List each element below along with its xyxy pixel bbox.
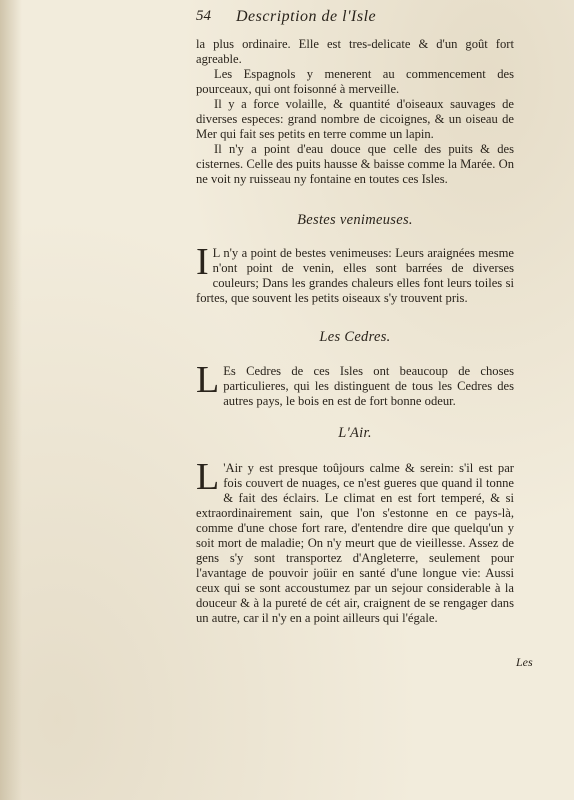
catchword: Les (516, 655, 533, 669)
section-heading-air: L'Air. (338, 425, 372, 441)
section-body-text: Es Cedres de ces Isles ont beaucoup de choses particulieres, qui les distinguent de tous les Cedres des autres pays, le bois en est de fort bonne odeur. (223, 364, 514, 408)
section-heading-cedres: Les Cedres. (319, 329, 391, 345)
running-title: Description de l'Isle (236, 8, 377, 25)
dropcap-letter: L (196, 359, 220, 401)
page-number: 54 (196, 8, 211, 24)
dropcap-letter: I (196, 241, 209, 283)
dropcap-letter: L (196, 456, 220, 498)
section-body-text: L n'y a point de bestes venimeuses: Leurs araignées mesme n'ont point de venin, elles sont barrées de diverses couleurs; Dans les grandes chaleurs elles font leurs toiles si fortes, que souvent les petits oiseaux s'y trouvent pris. (196, 246, 514, 305)
intro-paragraph-3: Il y a force volaille, & quantité d'oiseaux sauvages de diverses especes: grand nombre de cicoignes, & un oiseau de Mer qui fait ses petits en terre comme un lapin. (196, 97, 514, 141)
section-heading-bestes: Bestes venimeuses. (297, 212, 413, 228)
section-text-bestes (196, 241, 514, 306)
section-body-text: 'Air y est presque toûjours calme & serein: s'il est par fois couvert de nuages, ce n'est gueres que quand il tonne & fait des éclairs. Le climat en est fort temperé, & si extraordinairement sain, que l'on s'estonne en ce pays-là, comme d'une chose fort rare, d'entendre dire que quelqu'un y soit mort de maladie; On n'y meurt que de vieillesse. Assez de gens s'y sont transportez d'Angleterre, seulement pour l'avantage de pouvoir joüir en santé d'une longue vie: Aussi ceux qui se sont accoustumez par un sejour considerable à la douceur & à la pureté de cét air, craignent de se rengager dans un autre, car il n'y en a point ailleurs qui l'égale. (196, 461, 514, 625)
section-text-air (196, 456, 514, 626)
section-text-cedres (196, 359, 514, 409)
intro-paragraph-2: Les Espagnols y menerent au commencement des pourceaux, qui ont foisonné à merveille. (196, 67, 514, 96)
intro-paragraph-4: Il n'y a point d'eau douce que celle des puits & des cisternes. Celle des puits hausse & baisse comme la Marée. On ne voit ny ruisseau ny fontaine en toutes ces Isles. (196, 142, 514, 186)
page-header (196, 8, 526, 30)
intro-paragraph-1: la plus ordinaire. Elle est tres-delicate & d'un goût fort agreable. (196, 37, 514, 66)
intro-text-block (196, 37, 514, 187)
page-gutter-shadow (0, 0, 22, 800)
